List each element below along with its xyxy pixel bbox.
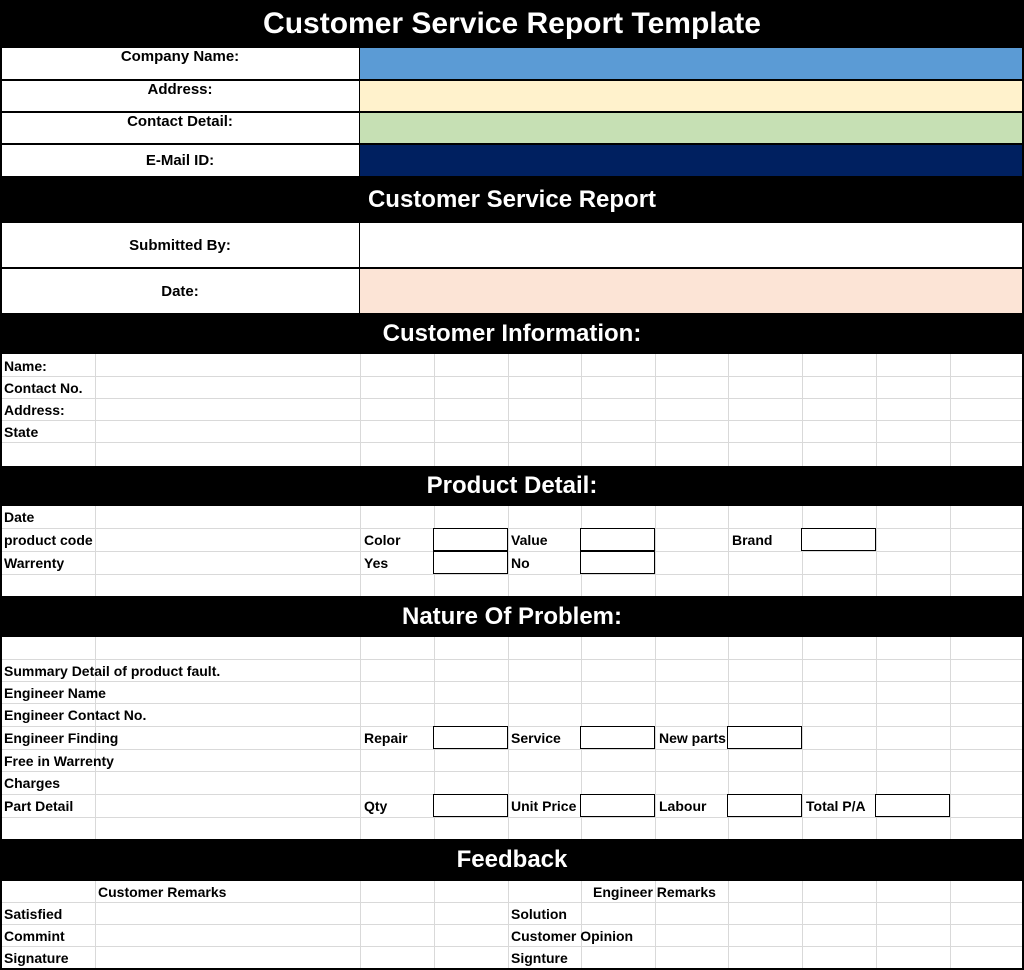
gridline	[876, 881, 877, 970]
contact-detail-label: Contact Detail:	[0, 112, 360, 144]
labour-input[interactable]	[727, 794, 802, 817]
feedback-grid	[0, 881, 1024, 970]
gridline	[0, 817, 1024, 818]
qty-label: Qty	[364, 798, 388, 814]
gridline	[581, 354, 582, 466]
gridline	[728, 881, 729, 970]
gridline	[876, 506, 877, 596]
email-row	[0, 144, 1024, 177]
date-label: Date:	[0, 268, 360, 314]
summary-label: Summary Detail of product fault.	[4, 663, 221, 679]
company-name-row	[0, 47, 1024, 80]
value-input[interactable]	[580, 528, 655, 551]
gridline	[950, 881, 951, 970]
qty-input[interactable]	[433, 794, 508, 817]
email-label: E-Mail ID:	[0, 144, 360, 177]
report-title: Customer Service Report Template	[0, 0, 1024, 47]
gridline	[95, 881, 96, 970]
gridline	[95, 506, 96, 596]
contact-detail-field[interactable]	[360, 112, 1024, 144]
customer-opinion-label: Customer Opinion	[511, 928, 634, 944]
engineer-contact-label: Engineer Contact No.	[4, 707, 147, 723]
warranty-label: Warrenty	[4, 555, 65, 571]
gridline	[950, 637, 951, 839]
gridline	[728, 354, 729, 466]
repair-label: Repair	[364, 730, 408, 746]
engineer-finding-label: Engineer Finding	[4, 730, 119, 746]
customer-state-label: State	[4, 424, 39, 440]
repair-input[interactable]	[433, 726, 508, 749]
submitted-by-label: Submitted By:	[0, 222, 360, 268]
new-parts-input[interactable]	[727, 726, 802, 749]
address-row	[0, 80, 1024, 112]
nature-of-problem-heading: Nature Of Problem:	[0, 596, 1024, 637]
contact-detail-row	[0, 112, 1024, 144]
color-input[interactable]	[433, 528, 508, 551]
customer-remarks-label: Customer Remarks	[98, 884, 227, 900]
gridline	[0, 749, 1024, 750]
value-label: Value	[511, 532, 548, 548]
company-name-label: Company Name:	[0, 47, 360, 80]
gridline	[655, 354, 656, 466]
product-code-label: product code	[4, 532, 93, 548]
gridline	[802, 637, 803, 839]
total-input[interactable]	[875, 794, 950, 817]
customer-address-label: Address:	[4, 402, 65, 418]
new-parts-label: New parts	[659, 730, 726, 746]
report-heading: Customer Service Report	[0, 177, 1024, 222]
unit-price-label: Unit Price	[511, 798, 577, 814]
company-name-field[interactable]	[360, 47, 1024, 80]
gridline	[508, 354, 509, 466]
gridline	[950, 506, 951, 596]
customer-signature-label: Signature	[4, 950, 69, 966]
color-label: Color	[364, 532, 401, 548]
unit-price-input[interactable]	[580, 794, 655, 817]
gridline	[0, 442, 1024, 443]
engineer-name-label: Engineer Name	[4, 685, 106, 701]
gridline	[0, 376, 1024, 377]
service-input[interactable]	[580, 726, 655, 749]
gridline	[360, 354, 361, 466]
brand-input[interactable]	[801, 528, 876, 551]
gridline	[360, 506, 361, 596]
gridline	[360, 637, 361, 839]
gridline	[0, 771, 1024, 772]
gridline	[434, 354, 435, 466]
commit-label: Commint	[4, 928, 65, 944]
gridline	[802, 506, 803, 596]
gridline	[728, 506, 729, 596]
product-date-label: Date	[4, 509, 35, 525]
submitted-by-row	[0, 222, 1024, 268]
gridline	[508, 506, 509, 596]
gridline	[876, 354, 877, 466]
gridline	[95, 354, 96, 466]
submitted-by-field[interactable]	[360, 222, 1024, 268]
charges-label: Charges	[4, 775, 61, 791]
warranty-no-input[interactable]	[580, 551, 655, 574]
product-detail-grid	[0, 506, 1024, 596]
customer-info-heading: Customer Information:	[0, 314, 1024, 354]
gridline	[655, 637, 656, 839]
solution-label: Solution	[511, 906, 567, 922]
warranty-no-label: No	[511, 555, 530, 571]
address-label: Address:	[0, 80, 360, 112]
gridline	[802, 881, 803, 970]
free-warranty-label: Free in Warrenty	[4, 753, 114, 769]
labour-label: Labour	[659, 798, 707, 814]
service-label: Service	[511, 730, 561, 746]
date-row	[0, 268, 1024, 314]
gridline	[0, 574, 1024, 575]
gridline	[0, 398, 1024, 399]
customer-contact-label: Contact No.	[4, 380, 83, 396]
engineer-remarks-label: Engineer Remarks	[593, 884, 716, 900]
warranty-yes-label: Yes	[364, 555, 389, 571]
brand-label: Brand	[732, 532, 773, 548]
gridline	[508, 637, 509, 839]
email-field[interactable]	[360, 144, 1024, 177]
engineer-signature-label: Signture	[511, 950, 568, 966]
gridline	[950, 354, 951, 466]
part-detail-label: Part Detail	[4, 798, 74, 814]
gridline	[0, 420, 1024, 421]
customer-name-label: Name:	[4, 358, 47, 374]
total-label: Total P/A	[806, 798, 866, 814]
nature-of-problem-grid	[0, 637, 1024, 839]
gridline	[0, 703, 1024, 704]
satisfied-label: Satisfied	[4, 906, 63, 922]
product-detail-heading: Product Detail:	[0, 466, 1024, 506]
customer-info-grid	[0, 354, 1024, 466]
feedback-heading: Feedback	[0, 839, 1024, 881]
address-field[interactable]	[360, 80, 1024, 112]
warranty-yes-input[interactable]	[433, 551, 508, 574]
gridline	[508, 881, 509, 970]
gridline	[360, 881, 361, 970]
gridline	[655, 506, 656, 596]
date-field[interactable]	[360, 268, 1024, 314]
gridline	[802, 354, 803, 466]
gridline	[434, 881, 435, 970]
